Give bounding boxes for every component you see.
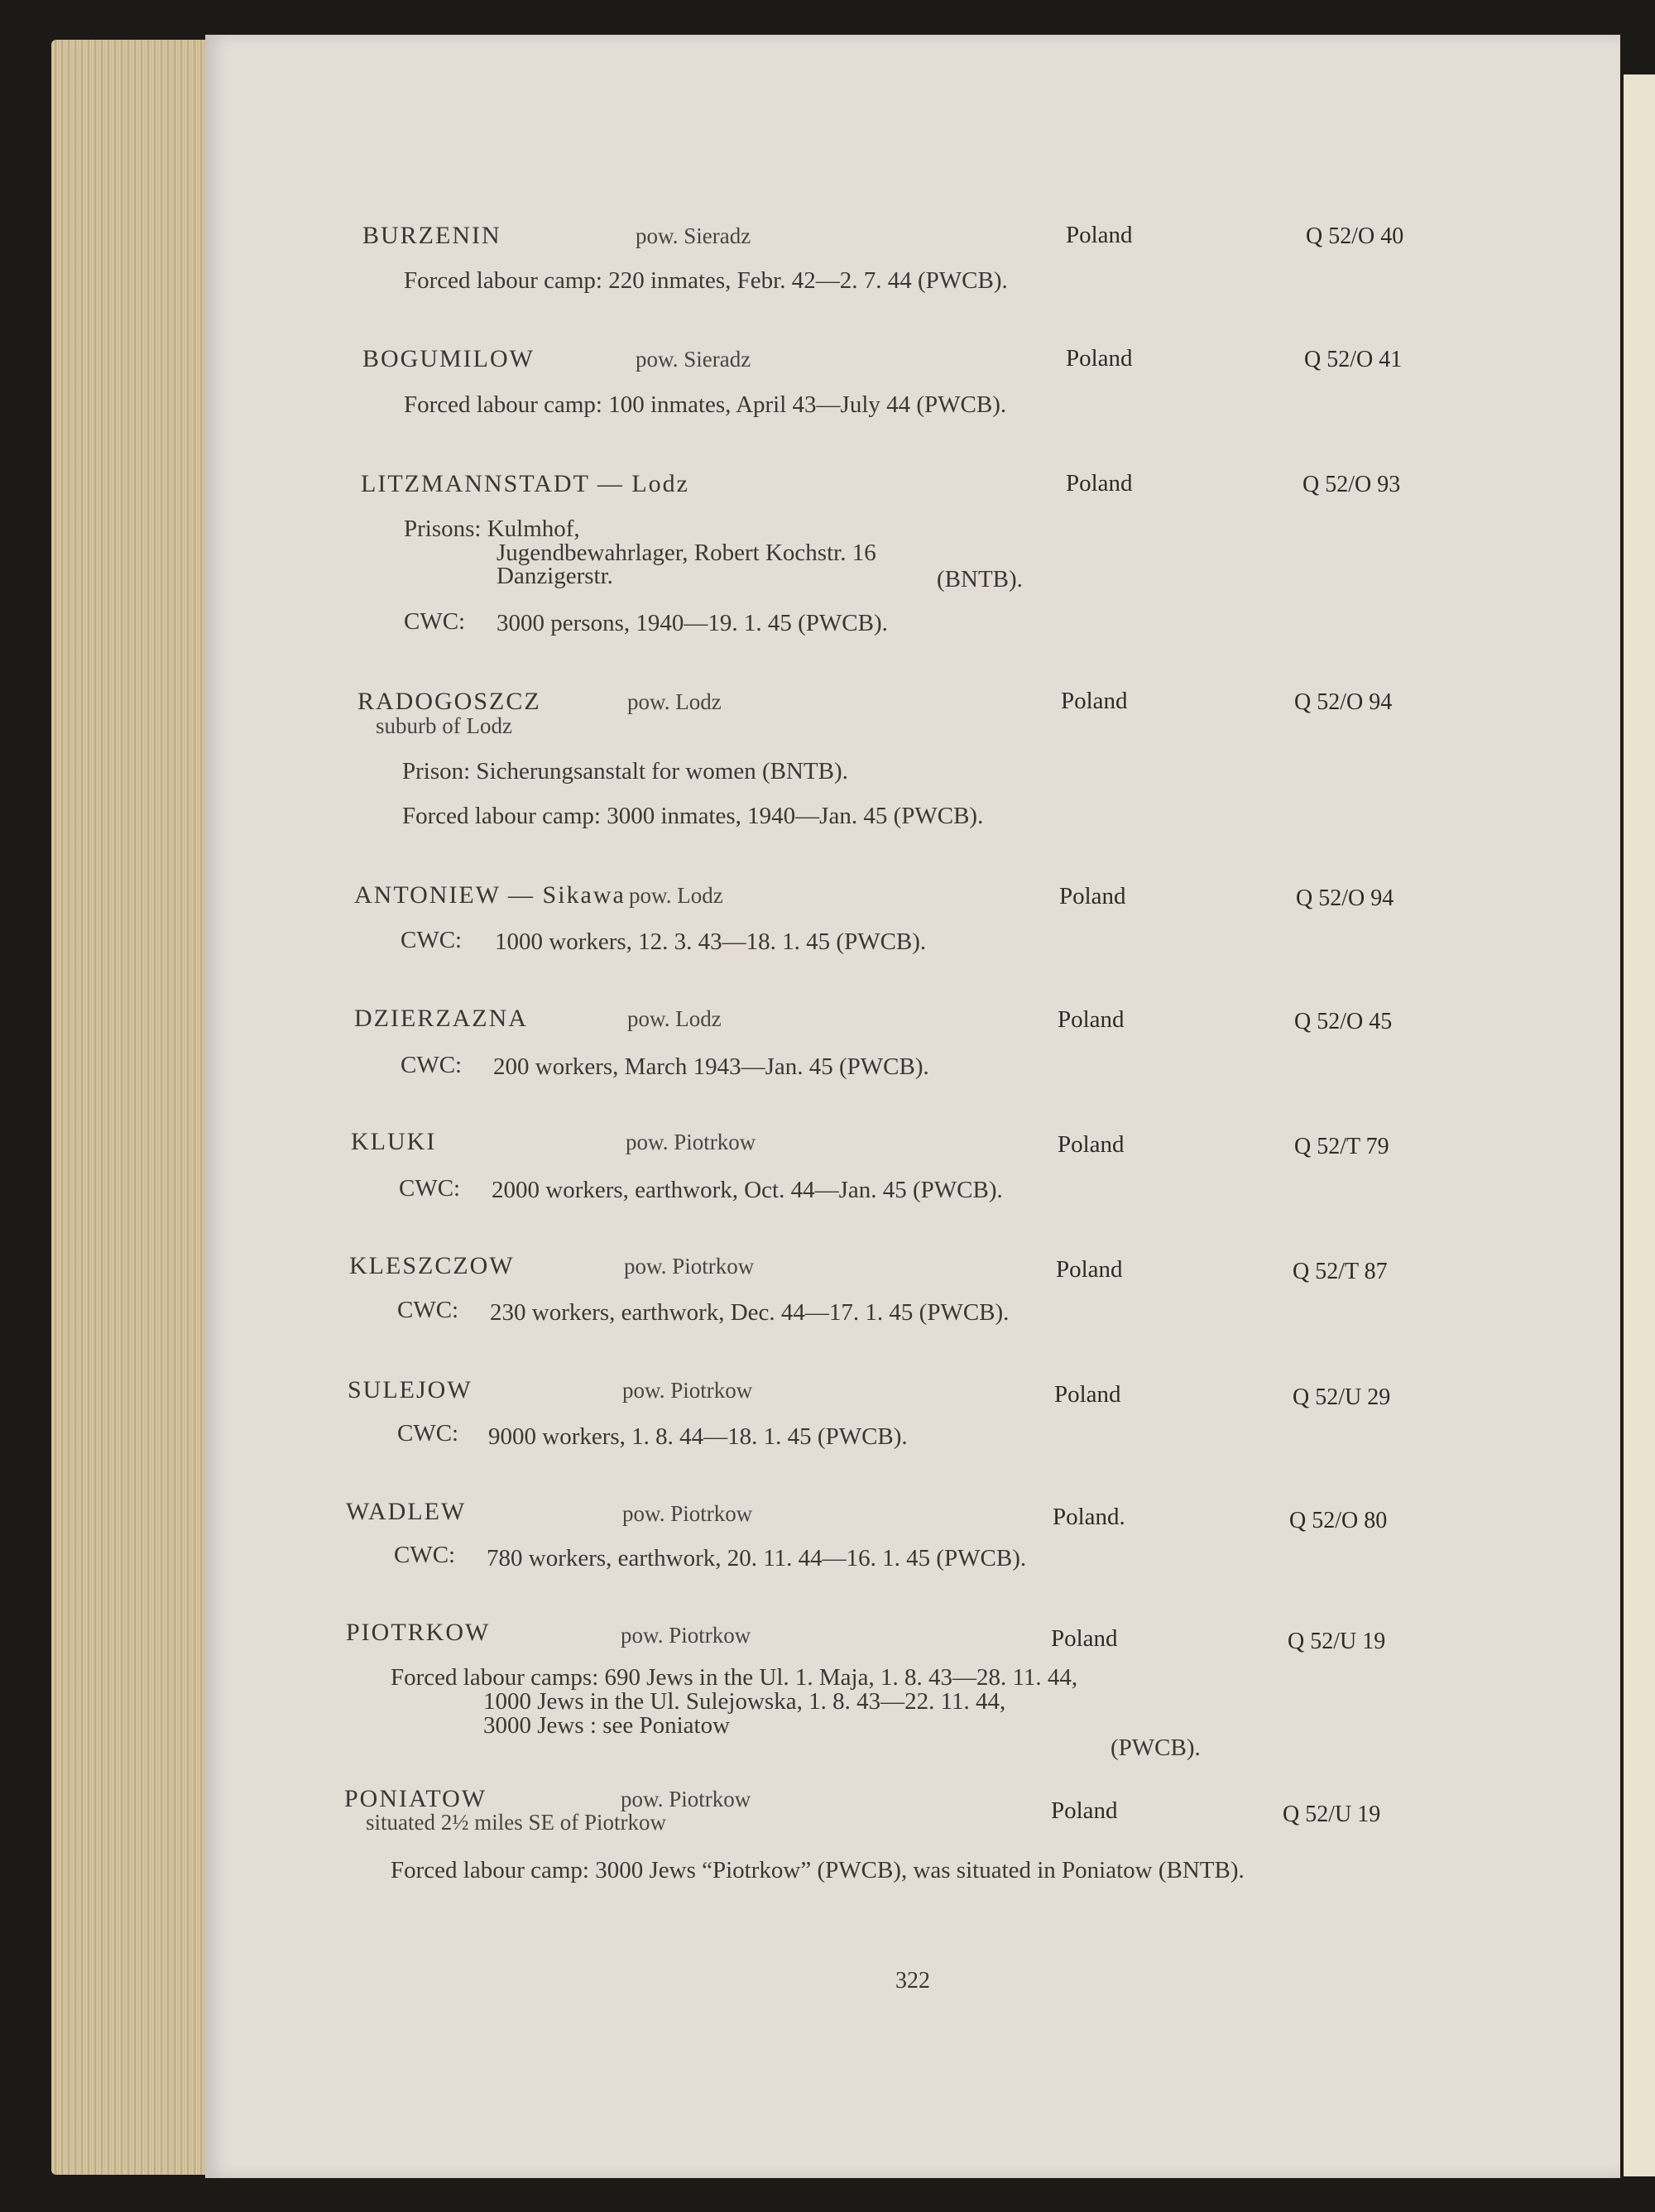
- cwc-label: CWC:: [394, 1542, 456, 1568]
- map-code: Q 52/O 94: [1294, 689, 1393, 715]
- place-name: BURZENIN: [362, 222, 501, 249]
- district: pow. Piotrkow: [621, 1623, 751, 1648]
- map-code: Q 52/O 93: [1302, 472, 1401, 497]
- map-code: Q 52/O 80: [1289, 1508, 1388, 1533]
- entry-line: (PWCB).: [1111, 1735, 1201, 1761]
- country: Poland.: [1053, 1504, 1125, 1530]
- district: pow. Piotrkow: [622, 1378, 753, 1403]
- entry-line: Forced labour camp: 3000 inmates, 1940—Jan. 45 (PWCB).: [402, 803, 984, 829]
- entry-line: 230 workers, earthwork, Dec. 44—17. 1. 45 (PWCB).: [490, 1299, 1010, 1326]
- country: Poland: [1051, 1797, 1118, 1824]
- place-name: RADOGOSZCZ: [357, 688, 541, 715]
- place-name: DZIERZAZNA: [354, 1005, 528, 1032]
- place-name: PONIATOW: [344, 1785, 487, 1812]
- map-code: Q 52/O 41: [1304, 347, 1403, 372]
- cwc-label: CWC:: [401, 927, 463, 953]
- district: pow. Piotrkow: [626, 1130, 756, 1154]
- place-name: PIOTRKOW: [346, 1619, 491, 1646]
- entry-line: Forced labour camp: 220 inmates, Febr. 42—2. 7. 44 (PWCB).: [404, 267, 1008, 294]
- place-subtitle: suburb of Lodz: [376, 713, 512, 738]
- book-page-edges: [51, 40, 217, 2175]
- page-number: 322: [895, 1968, 930, 1994]
- entry-line: 3000 persons, 1940—19. 1. 45 (PWCB).: [496, 610, 888, 636]
- entry-line: 780 workers, earthwork, 20. 11. 44—16. 1. 45 (PWCB).: [487, 1545, 1027, 1571]
- map-code: Q 52/O 40: [1306, 223, 1404, 249]
- facing-page-edge: [1624, 74, 1655, 2176]
- place-subtitle: situated 2½ miles SE of Piotrkow: [366, 1810, 666, 1835]
- district: pow. Piotrkow: [621, 1787, 751, 1811]
- cwc-label: CWC:: [404, 608, 466, 635]
- map-code: Q 52/U 19: [1283, 1802, 1381, 1827]
- book-page: [205, 35, 1620, 2178]
- country: Poland: [1051, 1625, 1118, 1652]
- district: pow. Lodz: [627, 1006, 722, 1031]
- entry-line: (BNTB).: [937, 566, 1023, 593]
- country: Poland: [1056, 1256, 1123, 1283]
- district: pow. Sieradz: [636, 347, 751, 372]
- district: pow. Lodz: [627, 689, 722, 714]
- district: pow. Sieradz: [636, 223, 751, 248]
- map-code: Q 52/U 29: [1293, 1384, 1391, 1410]
- entry-line: Jugendbewahrlager, Robert Kochstr. 16: [496, 540, 876, 566]
- map-code: Q 52/T 79: [1294, 1134, 1389, 1159]
- cwc-label: CWC:: [401, 1052, 463, 1078]
- entry-line: Forced labour camp: 3000 Jews “Piotrkow” (PWCB), was situated in Poniatow (BNTB).: [391, 1857, 1245, 1883]
- district: pow. Piotrkow: [624, 1254, 755, 1279]
- country: Poland: [1059, 883, 1126, 909]
- entry-line: Forced labour camps: 690 Jews in the Ul. 1. Maja, 1. 8. 43—28. 11. 44,: [391, 1664, 1078, 1691]
- place-name: KLUKI: [351, 1128, 437, 1155]
- entry-line: 1000 workers, 12. 3. 43—18. 1. 45 (PWCB).: [495, 928, 927, 955]
- entry-line: 2000 workers, earthwork, Oct. 44—Jan. 45 (PWCB).: [492, 1177, 1003, 1203]
- country: Poland: [1066, 222, 1133, 248]
- cwc-label: CWC:: [399, 1175, 461, 1202]
- entry-line: Prisons: Kulmhof,: [404, 516, 580, 542]
- entry-line: 1000 Jews in the Ul. Sulejowska, 1. 8. 43—22. 11. 44,: [483, 1688, 1006, 1715]
- entry-line: Forced labour camp: 100 inmates, April 43—July 44 (PWCB).: [404, 391, 1007, 418]
- map-code: Q 52/O 94: [1296, 885, 1394, 911]
- cwc-label: CWC:: [397, 1297, 459, 1323]
- district: pow. Piotrkow: [622, 1501, 753, 1526]
- country: Poland: [1066, 345, 1133, 372]
- district: pow. Lodz: [629, 883, 723, 908]
- country: Poland: [1058, 1006, 1125, 1033]
- entry-line: Prison: Sicherungsanstalt for women (BNTB).: [402, 758, 848, 785]
- place-name: LITZMANNSTADT — Lodz: [361, 470, 689, 497]
- map-code: Q 52/U 19: [1288, 1629, 1386, 1654]
- cwc-label: CWC:: [397, 1420, 459, 1447]
- country: Poland: [1061, 688, 1128, 714]
- map-code: Q 52/O 45: [1294, 1009, 1393, 1034]
- place-name: WADLEW: [346, 1498, 467, 1525]
- country: Poland: [1066, 470, 1133, 497]
- entry-line: Danzigerstr.: [496, 563, 613, 589]
- place-name: KLESZCZOW: [349, 1252, 515, 1279]
- place-name: BOGUMILOW: [362, 345, 535, 372]
- entry-line: 200 workers, March 1943—Jan. 45 (PWCB).: [493, 1053, 929, 1080]
- place-name: ANTONIEW — Sikawa: [354, 881, 626, 909]
- entry-line: 9000 workers, 1. 8. 44—18. 1. 45 (PWCB).: [488, 1423, 908, 1450]
- map-code: Q 52/T 87: [1293, 1259, 1388, 1284]
- country: Poland: [1054, 1381, 1121, 1408]
- place-name: SULEJOW: [348, 1376, 473, 1403]
- entry-line: 3000 Jews : see Poniatow: [483, 1712, 731, 1739]
- country: Poland: [1058, 1131, 1125, 1158]
